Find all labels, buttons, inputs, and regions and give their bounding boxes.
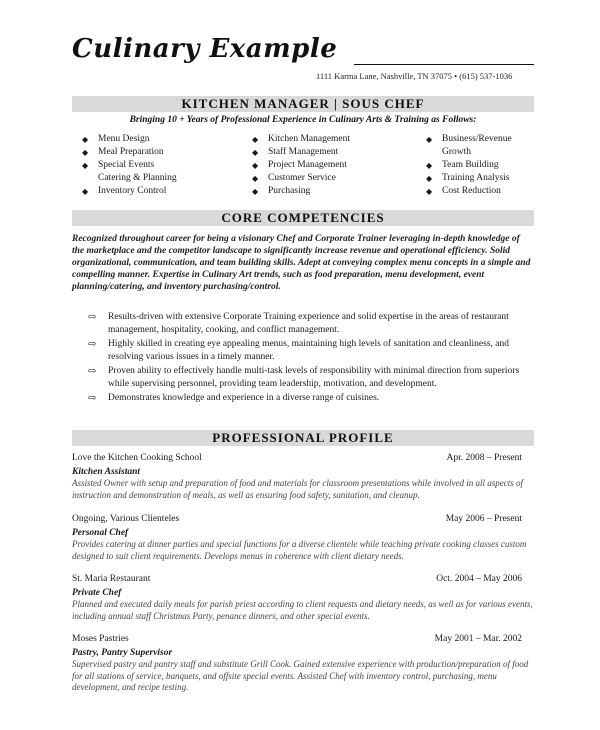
skills-column-1	[80, 133, 177, 198]
diamond-bullet-icon: ◆	[426, 174, 433, 183]
diamond-bullet-icon: ◆	[252, 148, 259, 157]
job-role: Pastry, Pantry Supervisor	[72, 648, 173, 658]
diamond-bullet-icon: ◆	[426, 161, 433, 170]
diamond-bullet-icon: ◆	[82, 161, 89, 170]
skill-item: ◆ Inventory Control	[82, 186, 167, 196]
competencies-paragraph: Recognized throughout career for being a visionary Chef and Corporate Trainer leveraging in-depth knowledge of the marketplace and the competitor landscape to significantly increase revenue and operational efficiency. Solid organizational, communication, and team building skills. Adept at conveying complex menu concepts in a simple and compelling manner. Expertise in Culinary Art trends, such as food preparation, menu development, event planning/catering, and inventory purchasing/control.	[72, 234, 531, 292]
job-description: Provides catering at dinner parties and special functions for a diverse clientele while teaching private cooking classes custom designed to suit client requirements. Develops menus in coherence with client dietary needs.	[72, 539, 527, 561]
job-dates: May 2001 – Mar. 2002	[434, 634, 522, 644]
skill-item: ◆ Customer Service	[252, 173, 336, 183]
job-role: Private Chef	[72, 588, 122, 598]
job-entry	[72, 634, 534, 694]
skill-item-continuation: Catering & Planning	[98, 173, 177, 183]
job-role: Personal Chef	[72, 528, 129, 538]
right-arrow-icon: ⇨	[88, 366, 97, 377]
diamond-bullet-icon: ◆	[252, 161, 259, 170]
skill-item: ◆ Project Management	[252, 160, 347, 170]
job-dates: Apr. 2008 – Present	[446, 453, 522, 463]
job-entry	[72, 514, 534, 562]
skill-item: ◆ Training Analysis	[426, 173, 510, 183]
skill-item: ◆ Meal Preparation	[82, 147, 164, 157]
diamond-bullet-icon: ◆	[82, 148, 89, 157]
job-description: Supervised pastry and pantry staff and substitute Grill Cook. Gained extensive experience with production/preparation of food for all stations of service, banquets, and offsite special events. Assisted Chef with inventory control, purchasing, menu development, and recipe testing.	[72, 659, 529, 692]
diamond-bullet-icon: ◆	[252, 187, 259, 196]
diamond-bullet-icon: ◆	[82, 135, 89, 144]
job-role: Kitchen Assistant	[72, 467, 141, 477]
title-underline	[354, 64, 534, 65]
skill-item-continuation: Growth	[442, 147, 472, 157]
skill-item: ◆ Menu Design	[82, 134, 150, 144]
job-employer: Ongoing, Various Clienteles	[72, 514, 180, 524]
page-title: Culinary Example	[72, 34, 338, 64]
section-heading-competencies: CORE COMPETENCIES	[72, 210, 534, 226]
diamond-bullet-icon: ◆	[426, 135, 433, 144]
diamond-bullet-icon: ◆	[252, 174, 259, 183]
job-employer: St. Maria Restaurant	[72, 574, 151, 584]
job-description: Planned and executed daily meals for parish priest according to client requests and dietary needs, as well as for various events, including annual staff Christmas Party, penance dinners, and other special events.	[72, 599, 533, 621]
list-item: ⇨ Demonstrates knowledge and experience in a diverse range of cuisines.	[88, 393, 380, 404]
skills-column-2	[250, 133, 350, 198]
skill-item: ◆ Purchasing	[252, 186, 311, 196]
skill-item: ◆ Business/Revenue	[426, 134, 512, 144]
list-item: ⇨ Proven ability to effectively handle multi-task levels of responsibility with minimal direction from superiors while supervising personnel, providing team leadership, motivation, and development.	[88, 366, 520, 389]
job-entry	[72, 574, 534, 622]
diamond-bullet-icon: ◆	[252, 135, 259, 144]
skill-item: ◆ Special Events	[82, 160, 155, 170]
competencies-bullet-list	[88, 311, 534, 406]
list-item: ⇨ Results-driven with extensive Corporate Training experience and solid expertise in the areas of restaurant management, hospitality, cooking, and conflict management.	[88, 312, 509, 335]
job-dates: Oct. 2004 – May 2006	[436, 574, 522, 584]
summary-subheading: Bringing 10 + Years of Professional Experience in Culinary Arts & Training as Follows:	[129, 115, 477, 125]
contact-address: 1111 Karma Lane, Nashville, TN 37075 • (615) 537-1036	[316, 71, 513, 81]
title-row	[72, 34, 532, 74]
job-dates: May 2006 – Present	[445, 514, 522, 524]
list-item: ⇨ Highly skilled in creating eye appealing menus, maintaining high levels of sanitation and cleanliness, and resolving various issues in a timely manner.	[88, 339, 510, 362]
job-entry	[72, 453, 534, 501]
skill-item: ◆ Team Building	[426, 160, 499, 170]
skill-item: ◆ Staff Management	[252, 147, 339, 157]
skill-item: ◆ Cost Reduction	[426, 186, 501, 196]
right-arrow-icon: ⇨	[88, 393, 97, 404]
section-heading-profile: PROFESSIONAL PROFILE	[72, 430, 534, 446]
section-heading-summary: KITCHEN MANAGER | SOUS CHEF	[72, 96, 534, 112]
diamond-bullet-icon: ◆	[426, 187, 433, 196]
right-arrow-icon: ⇨	[88, 312, 97, 323]
job-description: Assisted Owner with setup and preparation of food and materials for classroom presentations while involved in all aspects of instruction and demonstration of meals, as well as ensuring food safety, sanitation, and cleanup.	[72, 478, 523, 500]
skills-column-3	[424, 133, 512, 198]
right-arrow-icon: ⇨	[88, 339, 97, 350]
diamond-bullet-icon: ◆	[82, 187, 89, 196]
skill-item: ◆ Kitchen Management	[252, 134, 351, 144]
job-employer: Moses Pastries	[72, 634, 129, 644]
job-employer: Love the Kitchen Cooking School	[72, 453, 202, 463]
